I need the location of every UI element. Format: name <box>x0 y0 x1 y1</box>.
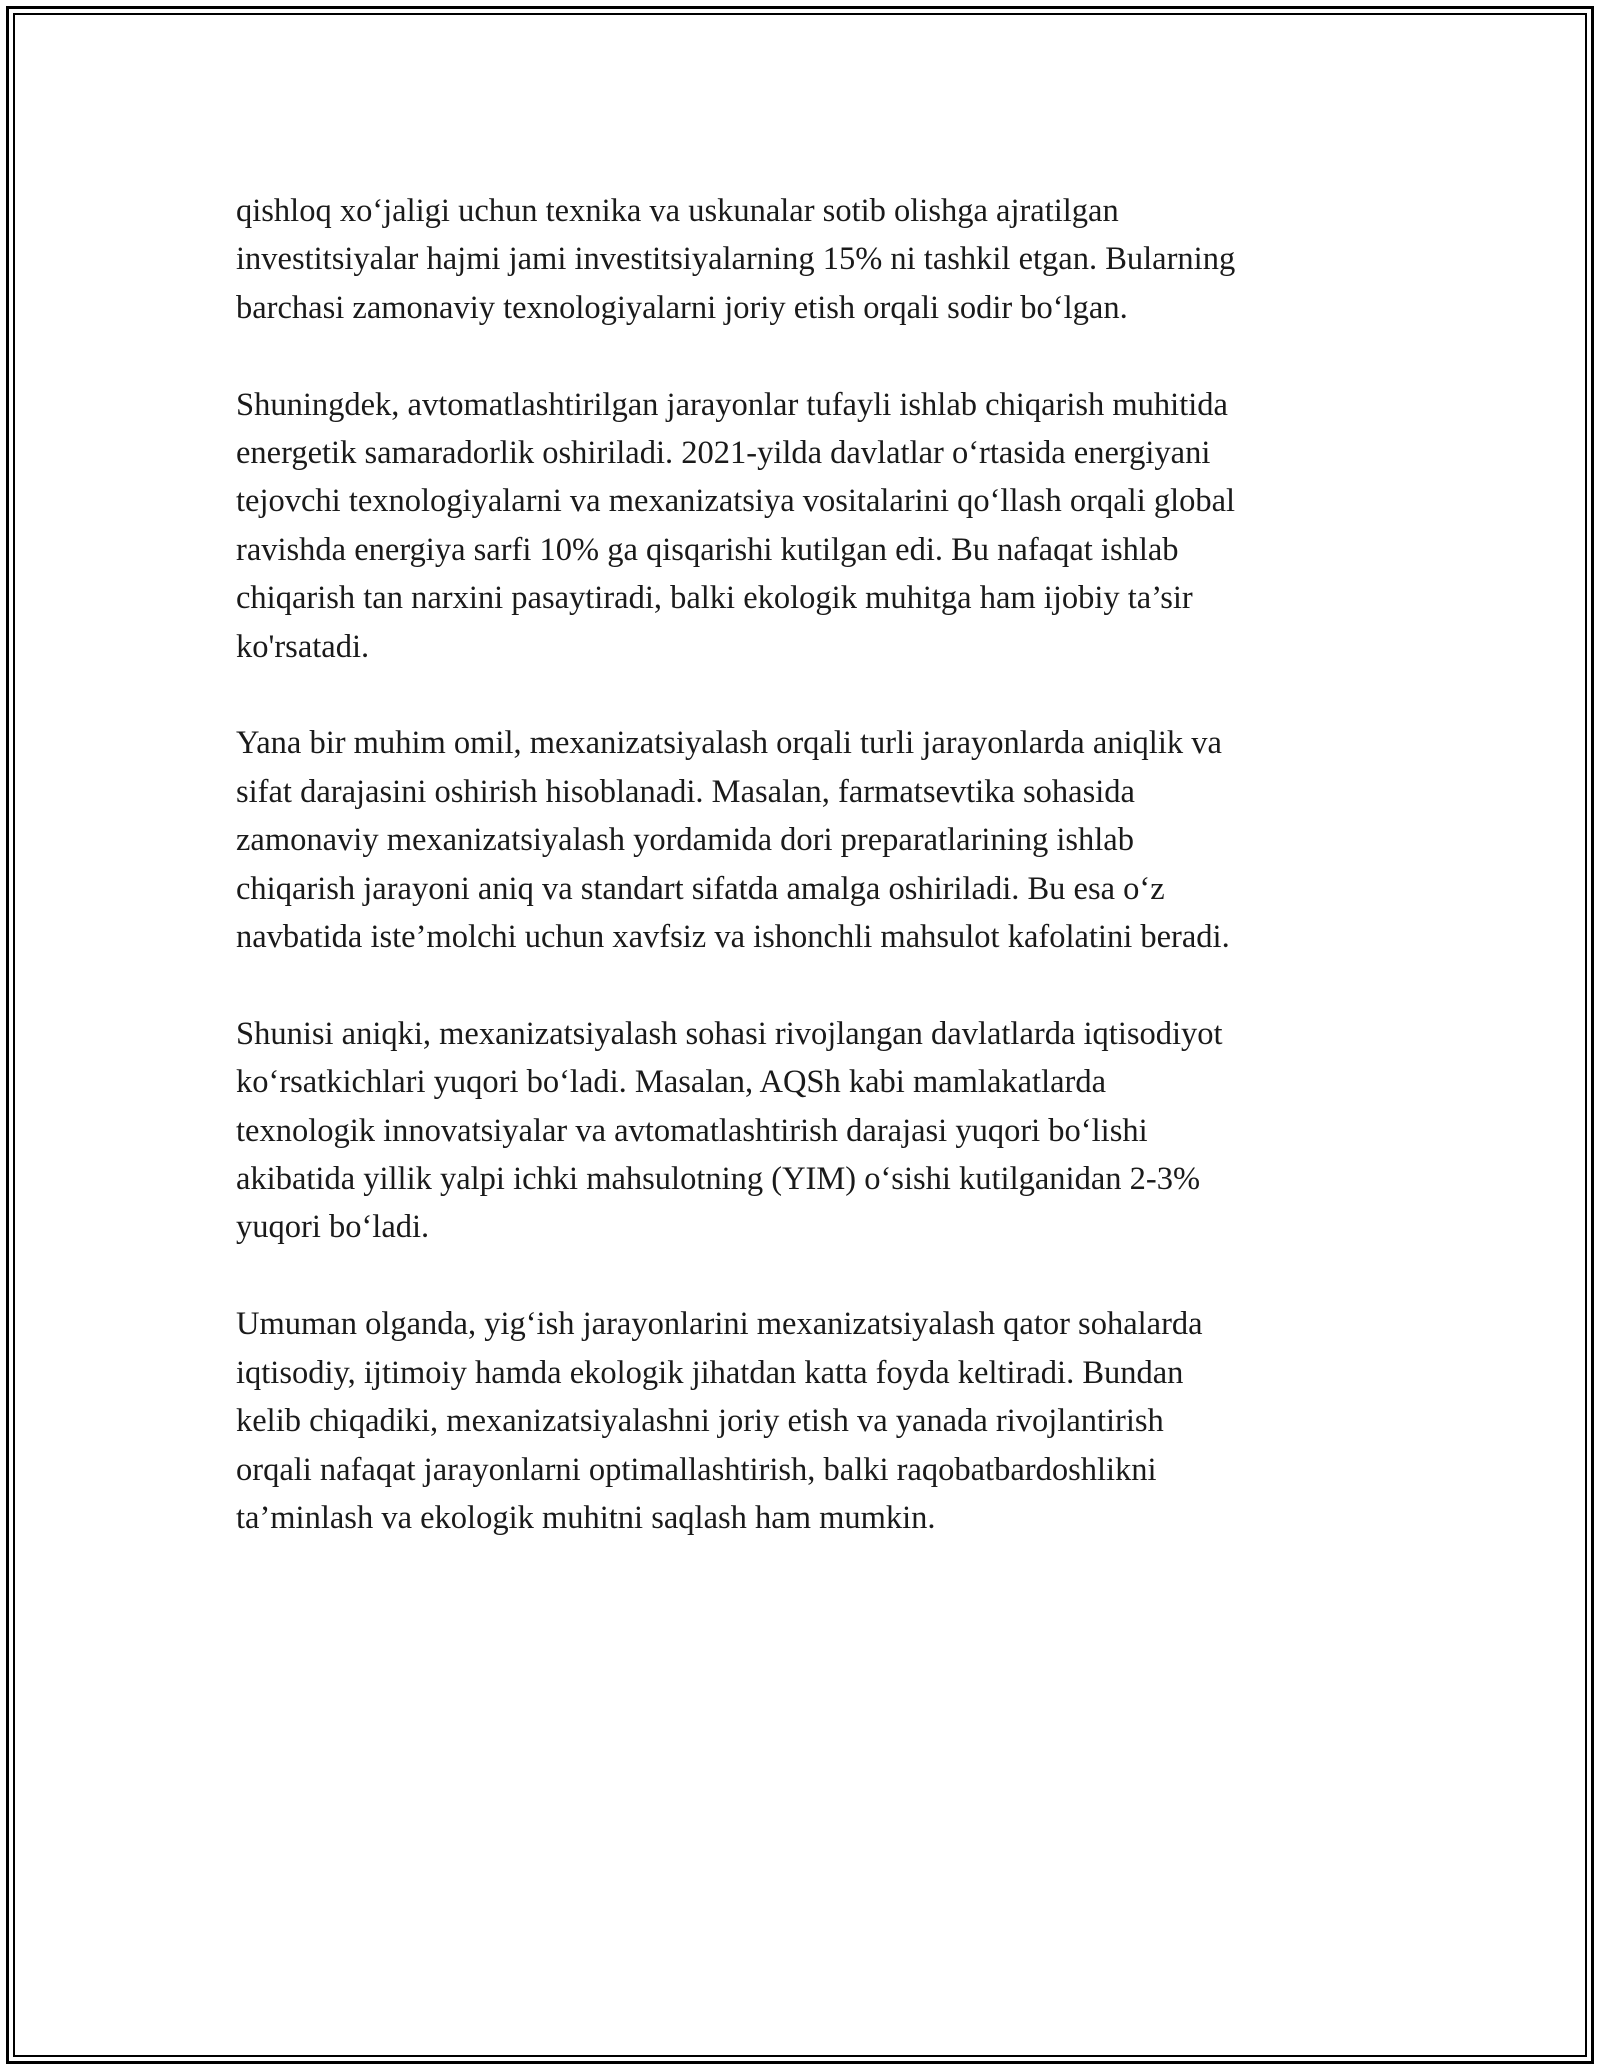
text-line: ta’minlash va ekologik muhitni saqlash ham mumkin. <box>236 1499 936 1536</box>
text-line: chiqarish jarayoni aniq va standart sifatda amalga oshiriladi. Bu esa o‘z <box>236 870 1165 907</box>
text-line: investitsiyalar hajmi jami investitsiyalarning 15% ni tashkil etgan. Bularning <box>236 241 1236 278</box>
paragraph-1 <box>236 187 1376 332</box>
paragraph-2 <box>236 381 1376 671</box>
document-body <box>236 187 1376 1591</box>
text-line: navbatida iste’molchi uchun xavfsiz va ishonchli mahsulot kafolatini beradi. <box>236 919 1230 956</box>
text-line: Shuningdek, avtomatlashtirilgan jarayonlar tufayli ishlab chiqarish muhitida <box>236 386 1228 423</box>
text-line: ravishda energiya sarfi 10% ga qisqarishi kutilgan edi. Bu nafaqat ishlab <box>236 531 1179 568</box>
text-line: zamonaviy mexanizatsiyalash yordamida dori preparatlarining ishlab <box>236 822 1134 859</box>
text-line: barchasi zamonaviy texnologiyalarni joriy etish orqali sodir bo‘lgan. <box>236 289 1128 326</box>
paragraph-4 <box>236 1010 1376 1252</box>
paragraph-5 <box>236 1300 1376 1542</box>
text-line: orqali nafaqat jarayonlarni optimallashtirish, balki raqobatbardoshlikni <box>236 1451 1157 1488</box>
text-line: Shunisi aniqki, mexanizatsiyalash sohasi rivojlangan davlatlarda iqtisodiyot <box>236 1015 1223 1052</box>
text-line: tejovchi texnologiyalarni va mexanizatsiya vositalarini qo‘llash orqali global <box>236 483 1236 520</box>
text-line: qishloq xo‘jaligi uchun texnika va uskunalar sotib olishga ajratilgan <box>236 193 1119 229</box>
text-line: iqtisodiy, ijtimoiy hamda ekologik jihatdan katta foyda keltiradi. Bundan <box>236 1354 1184 1391</box>
text-line: texnologik innovatsiyalar va avtomatlashtirish darajasi yuqori bo‘lishi <box>236 1112 1148 1149</box>
text-line: sifat darajasini oshirish hisoblanadi. Masalan, farmatsevtika sohasida <box>236 773 1135 810</box>
text-line: ko'rsatadi. <box>236 628 370 665</box>
text-line: Umuman olganda, yig‘ish jarayonlarini mexanizatsiyalash qator sohalarda <box>236 1306 1203 1343</box>
text-line: chiqarish tan narxini pasaytiradi, balki ekologik muhitga ham ijobiy ta’sir <box>236 580 1193 617</box>
text-line: kelib chiqadiki, mexanizatsiyalashni joriy etish va yanada rivojlantirish <box>236 1403 1164 1440</box>
text-line: ko‘rsatkichlari yuqori bo‘ladi. Masalan, AQSh kabi mamlakatlarda <box>236 1064 1107 1101</box>
text-line: Yana bir muhim omil, mexanizatsiyalash orqali turli jarayonlarda aniqlik va <box>236 725 1222 762</box>
paragraph-3 <box>236 719 1376 961</box>
text-line: yuqori bo‘ladi. <box>236 1209 430 1246</box>
text-line: akibatida yillik yalpi ichki mahsulotning (YIM) o‘sishi kutilganidan 2-3% <box>236 1161 1201 1198</box>
text-line: energetik samaradorlik oshiriladi. 2021-yilda davlatlar o‘rtasida energiyani <box>236 435 1211 472</box>
